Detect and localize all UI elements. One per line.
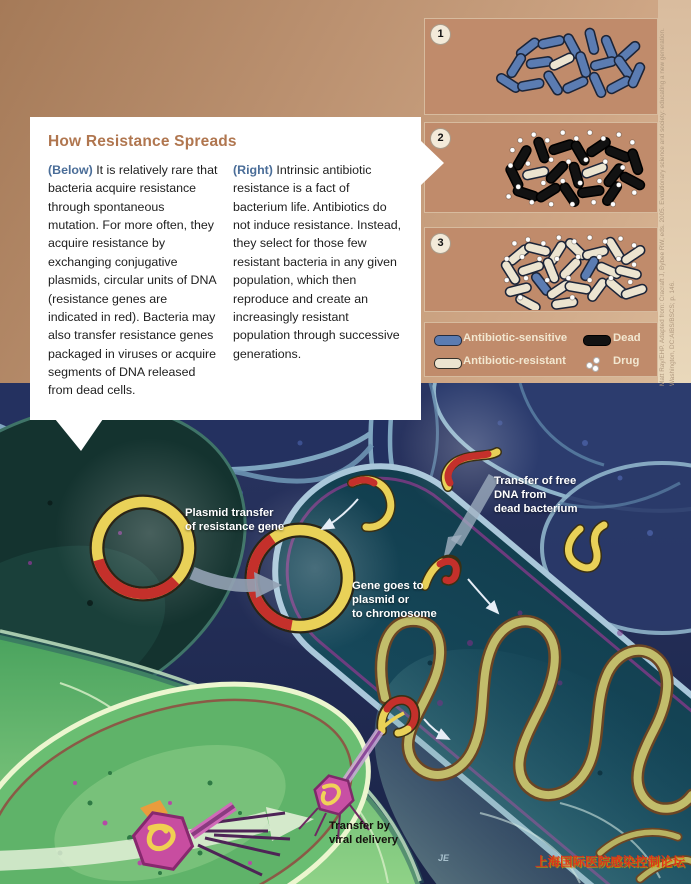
main-illustration: [0, 383, 691, 884]
right-lead: (Right): [233, 163, 273, 177]
legend-label-drug: Drug: [613, 355, 640, 367]
drug-dot: [524, 276, 529, 281]
drug-dot: [616, 182, 621, 187]
bacterium-rod: [590, 56, 618, 71]
drug-dot: [632, 262, 637, 267]
drug-dot: [632, 190, 637, 195]
drug-dot: [578, 180, 583, 185]
bacterium-rod: [627, 148, 644, 176]
drug-dot: [603, 159, 608, 164]
callout-title: How Resistance Spreads: [48, 133, 237, 150]
drug-dot: [520, 254, 525, 259]
label-line: Plasmid transfer: [185, 507, 274, 519]
drug-dot: [560, 130, 565, 135]
label-line: Transfer by: [329, 820, 390, 832]
drug-dot: [572, 239, 577, 244]
drug-dot: [508, 163, 513, 168]
drug-dot: [620, 165, 625, 170]
drug-dot: [591, 200, 596, 205]
drug-dot: [537, 256, 542, 261]
panel-3-number: 3: [430, 233, 451, 254]
legend-label-sensitive: Antibiotic-sensitive: [463, 332, 568, 344]
bacterium-rod: [584, 27, 599, 55]
drug-dot: [525, 161, 530, 166]
label-gene-goes: [352, 579, 437, 621]
right-text: Intrinsic antibiotic resistance is a fact of bacterium life. Antibiotics do not induce resistance. Instead, they select for those few resistant bacteria in any given population, which then reproduce and create an increasingly resistant population through successive generations.: [233, 163, 402, 361]
bacterium-rod: [526, 56, 553, 69]
drug-dot: [504, 278, 509, 283]
panel-3-bacteria: [425, 228, 656, 310]
drug-dot: [566, 276, 571, 281]
panel-1-sensitive-population: [424, 18, 658, 115]
bacterium-rod: [548, 52, 576, 72]
drug-dot: [518, 138, 523, 143]
drug-dot: [611, 202, 616, 207]
panel-3-resistant-population: [424, 227, 658, 312]
drug-dot: [504, 256, 509, 261]
bacterium-rod: [588, 71, 607, 99]
drug-dot: [630, 140, 635, 145]
drug-dot: [570, 202, 575, 207]
drug-dot: [516, 184, 521, 189]
below-text: It is relatively rare that bacteria acquire resistance through spontaneous mutation. For more often, they acquire resistance by exchanging conjugative plasmids, circular units of DNA (resistance genes are indicated in red). Bacteria may also transfer resistance genes packaged in viruses or acquire segments of DNA released from dead cells.: [48, 163, 218, 398]
drug-dot: [601, 136, 606, 141]
drug-dot: [628, 280, 633, 285]
bacterium-rod: [565, 281, 592, 295]
callout-below-paragraph: [48, 161, 218, 400]
bacterium-rod: [619, 171, 646, 191]
label-line: dead bacterium: [494, 503, 578, 515]
label-line: Gene goes to: [352, 580, 424, 592]
credit-line: [658, 12, 680, 386]
panel-1-number: 1: [430, 24, 451, 45]
drug-dot: [512, 241, 517, 246]
bacterium-rod: [542, 69, 564, 96]
drug-dot: [525, 237, 530, 242]
black-rod-icon: [583, 335, 611, 346]
bacterium-rod: [524, 242, 551, 257]
drug-dot: [608, 276, 613, 281]
bacterium-rod: [537, 35, 565, 49]
callout-box: [30, 117, 421, 420]
bacterium-rod: [575, 51, 592, 79]
drug-dot: [597, 179, 602, 184]
drug-dot: [587, 278, 592, 283]
drug-dot: [549, 157, 554, 162]
drug-dot: [554, 256, 559, 261]
drug-dot: [541, 241, 546, 246]
credit-line-2: Washington, DC:AIBS/BSCS; p. 146.: [668, 281, 676, 386]
panel-2-bacteria: [425, 123, 656, 211]
drug-dot: [560, 179, 565, 184]
drug-dot: [510, 148, 515, 153]
artist-signature: JE: [438, 853, 450, 863]
callout-pointer-down: [55, 419, 103, 451]
drug-dots-icon: [586, 356, 602, 370]
drug-dot: [632, 243, 637, 248]
label-line: to chromosome: [352, 608, 437, 620]
bacterium-rod: [517, 78, 544, 92]
legend-label-dead: Dead: [613, 332, 641, 344]
callout-right-paragraph: [233, 161, 403, 400]
drug-dot: [531, 132, 536, 137]
credit-line-1: Matt Ray/EHP. Adapted from: Cracraft J, Bybee RW, eds. 2005. Evolutionary science and society: educating a new generation.: [659, 28, 666, 386]
drug-dot: [566, 159, 571, 164]
label-line: Transfer of free: [494, 475, 577, 487]
label-line: plasmid or: [352, 594, 410, 606]
label-line: DNA from: [494, 489, 547, 501]
drug-dot: [518, 295, 523, 300]
panel-1-bacteria: [425, 19, 656, 113]
panel-2-antibiotic-exposure: [424, 122, 658, 213]
drug-dot: [618, 236, 623, 241]
drug-dot: [576, 254, 581, 259]
drug-dot: [587, 235, 592, 240]
drug-dot: [541, 180, 546, 185]
drug-dot: [616, 256, 621, 261]
drug-dot: [603, 239, 608, 244]
watermark-text: 上海国际医院感染控制论坛: [535, 855, 686, 869]
panel-2-number: 2: [430, 128, 451, 149]
bacterium-rod: [620, 283, 648, 300]
blue-rod-icon: [434, 335, 462, 346]
bacterium-rod: [522, 166, 549, 180]
legend-label-resistant: Antibiotic-resistant: [463, 355, 566, 367]
drug-dot: [587, 130, 592, 135]
drug-dot: [583, 157, 588, 162]
drug-dot: [616, 132, 621, 137]
illustration-canvas: [0, 383, 691, 884]
bacterium-rod: [535, 182, 562, 204]
label-free-dna: [494, 474, 578, 516]
drug-dot: [597, 254, 602, 259]
callout-pointer-right: [420, 140, 444, 186]
label-line: of resistance gene: [185, 521, 285, 533]
callout-columns: [48, 161, 403, 400]
label-line: viral delivery: [329, 834, 399, 846]
drug-dot: [570, 295, 575, 300]
bacterium-rod: [505, 52, 527, 79]
drug-dot: [529, 200, 534, 205]
drug-dot: [574, 136, 579, 141]
drug-dot: [506, 194, 511, 199]
drug-dot: [549, 202, 554, 207]
cream-rod-icon: [434, 358, 462, 369]
label-viral-delivery: [329, 819, 398, 847]
drug-dot: [556, 235, 561, 240]
bacterium-rod: [562, 75, 590, 94]
drug-dot: [545, 138, 550, 143]
legend: [424, 322, 658, 377]
label-plasmid-transfer: [185, 506, 284, 534]
drug-dot: [545, 278, 550, 283]
below-lead: (Below): [48, 163, 93, 177]
